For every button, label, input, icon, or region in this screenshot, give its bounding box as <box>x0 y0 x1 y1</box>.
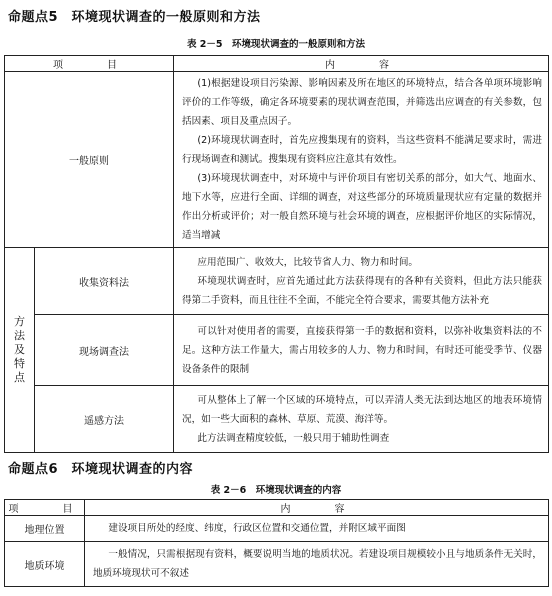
row-content-field-survey <box>174 315 549 386</box>
row-label-geology: 地质环境 <box>5 542 85 587</box>
method-group-char: 方 <box>14 315 25 328</box>
principles-methods-table <box>4 55 549 453</box>
principle-paragraph: (1)根据建设项目污染源、影响因素及所在地区的环境特点，结合各单项环境影响评价的工作等级，确定各环境要素的现状调查范围，并筛选出应调查的有关参数，包括因素、项目及重点因子。 <box>182 78 542 127</box>
principle-paragraph: (3)环境现状调查中，对环境中与评价项目有密切关系的部分，如大气、地面水、地下水等，应进行全面、详细的调查，对这些部分的环境质量现状应有定量的数据并作出分析或评价；对一般自然环境与社会环境的调查，应根据评价地区的实际情况，适当增减 <box>182 173 542 241</box>
table-caption-2-5: 表 2－5 环境现状调查的一般原则和方法 <box>186 39 366 50</box>
header-content: 内 容 <box>85 500 549 516</box>
row-label-general-principle: 一般原则 <box>5 72 174 248</box>
header-item: 项 目 <box>5 56 174 72</box>
table-row <box>5 315 549 386</box>
row-content-general-principle <box>174 72 549 248</box>
row-content-geology <box>85 542 549 587</box>
method-paragraph: 此方法调查精度较低，一般只用于辅助性调查 <box>197 432 390 444</box>
principle-paragraph: (2)环境现状调查时，首先应搜集现有的资料，当这些资料不能满足要求时，需进行现场调查和测试。搜集现有资料应注意其有效性。 <box>182 135 542 165</box>
table-row <box>5 248 549 315</box>
table-row <box>5 542 549 587</box>
row-label-field-survey: 现场调查法 <box>35 315 174 386</box>
row-label-collect-data: 收集资料法 <box>35 248 174 315</box>
method-paragraph: 可以针对使用者的需要，直接获得第一手的数据和资料，以弥补收集资料法的不足。这种方法工作量大，需占用较多的人力、物力和时间，有时还可能受季节、仪器设备条件的限制 <box>182 325 542 375</box>
method-group-char: 法 <box>14 329 25 342</box>
method-group-char: 点 <box>14 371 25 384</box>
row-content-collect-data <box>174 248 549 315</box>
table-row <box>5 72 549 248</box>
method-paragraph: 应用范围广、收效大，比较节省人力、物力和时间。 <box>197 256 419 268</box>
method-paragraph: 可从整体上了解一个区域的环境特点，可以弄清人类无法到达地区的地表环境情况，如一些大面积的森林、草原、荒漠、海洋等。 <box>182 394 542 425</box>
section-heading-6: 命题点6 环境现状调查的内容 <box>8 462 194 477</box>
table-row <box>5 386 549 453</box>
row-label-location: 地理位置 <box>5 516 85 542</box>
method-group-label <box>5 248 35 453</box>
content-paragraph: 建设项目所处的经度、纬度，行政区位置和交通位置，并附区域平面图 <box>108 523 406 534</box>
table-caption-2-6: 表 2－6 环境现状调查的内容 <box>210 485 342 496</box>
table-header-row <box>5 56 549 72</box>
row-content-remote-sensing <box>174 386 549 453</box>
row-content-location <box>85 516 549 542</box>
table-header-row <box>5 500 549 516</box>
content-paragraph: 一般情况，只需根据现有资料，概要说明当地的地质状况。若建设项目规模较小且与地质条件无关时，地质环境现状可不叙述 <box>93 549 542 579</box>
method-group-char: 特 <box>14 357 25 370</box>
header-item: 项 目 <box>5 500 85 516</box>
header-content: 内 容 <box>174 56 549 72</box>
method-paragraph: 环境现状调查时，应首先通过此方法获得现有的各种有关资料，但此方法只能获得第二手资料，而且往往不全面，不能完全符合要求，需要其他方法补充 <box>182 275 542 306</box>
section-heading-5: 命题点5 环境现状调查的一般原则和方法 <box>8 10 261 25</box>
row-label-remote-sensing: 遥感方法 <box>35 386 174 453</box>
survey-content-table <box>4 499 549 587</box>
table-row <box>5 516 549 542</box>
method-group-char: 及 <box>14 343 25 356</box>
